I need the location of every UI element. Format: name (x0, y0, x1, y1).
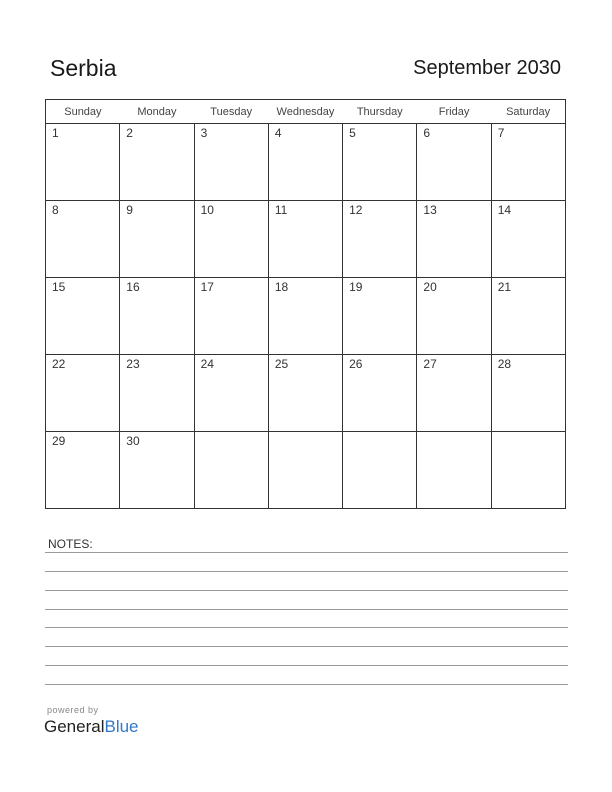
day-cell (491, 355, 565, 432)
day-number: 15 (52, 280, 66, 294)
notes-label: NOTES: (48, 537, 93, 551)
weekday-header: Monday (120, 100, 194, 124)
calendar-grid (45, 99, 566, 509)
day-cell (343, 355, 417, 432)
week-row (46, 124, 566, 201)
day-cell (491, 124, 565, 201)
day-cell (417, 124, 491, 201)
day-number: 28 (497, 357, 512, 371)
day-cell (194, 355, 268, 432)
day-number (492, 432, 565, 434)
day-number: 5 (349, 126, 356, 140)
notes-line (45, 552, 568, 553)
day-number: 3 (200, 126, 208, 140)
brand-general: General (44, 717, 105, 736)
day-cell (46, 432, 120, 509)
day-number: 26 (349, 357, 363, 371)
day-number (343, 432, 416, 434)
day-cell (417, 432, 491, 509)
day-number (417, 432, 490, 434)
day-number: 25 (274, 357, 289, 371)
day-number: 12 (349, 203, 363, 217)
day-cell (194, 201, 268, 278)
day-cell (194, 124, 268, 201)
week-row (46, 355, 566, 432)
day-cell (417, 201, 491, 278)
notes-line (45, 571, 568, 572)
day-cell (268, 124, 342, 201)
brand-logo (44, 717, 139, 737)
month-year-title: September 2030 (413, 57, 561, 79)
day-number: 20 (423, 280, 437, 294)
day-number: 23 (126, 357, 140, 371)
day-cell (46, 124, 120, 201)
weekday-header: Tuesday (194, 100, 268, 124)
day-cell (417, 355, 491, 432)
day-number: 24 (200, 357, 214, 371)
day-number: 16 (126, 280, 140, 294)
day-cell (268, 201, 342, 278)
day-number: 6 (423, 126, 431, 140)
week-row (46, 201, 566, 278)
powered-by-text: powered by (47, 705, 99, 715)
day-cell (343, 201, 417, 278)
day-cell (46, 355, 120, 432)
notes-line (45, 590, 568, 591)
day-cell (417, 278, 491, 355)
day-cell (268, 278, 342, 355)
day-number: 30 (126, 434, 140, 448)
day-cell (120, 201, 194, 278)
day-cell (120, 278, 194, 355)
day-cell (120, 432, 194, 509)
day-cell (343, 278, 417, 355)
day-cell (120, 355, 194, 432)
day-cell (343, 432, 417, 509)
day-cell (46, 201, 120, 278)
day-cell (343, 124, 417, 201)
notes-line (45, 609, 568, 610)
day-cell (491, 278, 565, 355)
day-number: 13 (423, 203, 437, 217)
day-cell (491, 432, 565, 509)
day-number: 21 (497, 280, 512, 294)
day-cell (268, 355, 342, 432)
weekday-header: Thursday (343, 100, 417, 124)
notes-line (45, 684, 568, 685)
day-number (195, 432, 268, 434)
day-number: 8 (52, 203, 59, 217)
day-number: 7 (497, 126, 505, 140)
notes-line (45, 627, 568, 628)
day-number: 2 (126, 126, 133, 140)
weekday-header-row (46, 100, 566, 124)
brand-blue: Blue (104, 717, 139, 736)
day-number: 10 (200, 203, 214, 217)
day-number: 19 (349, 280, 363, 294)
day-number: 1 (52, 126, 59, 140)
day-number: 27 (423, 357, 437, 371)
day-number: 18 (274, 280, 289, 294)
day-number: 11 (274, 203, 288, 217)
day-cell (268, 432, 342, 509)
day-number: 9 (126, 203, 133, 217)
day-number: 14 (497, 203, 512, 217)
day-number: 29 (52, 434, 66, 448)
day-cell (120, 124, 194, 201)
week-row (46, 278, 566, 355)
day-cell (46, 278, 120, 355)
day-number (269, 432, 342, 434)
notes-line (45, 665, 568, 666)
weekday-header: Saturday (491, 100, 565, 124)
weekday-header: Wednesday (268, 100, 342, 124)
week-row (46, 432, 566, 509)
day-cell (194, 278, 268, 355)
country-title: Serbia (50, 55, 117, 81)
day-number: 4 (274, 126, 282, 140)
notes-line (45, 646, 568, 647)
day-cell (194, 432, 268, 509)
weekday-header: Friday (417, 100, 491, 124)
day-number: 17 (200, 280, 214, 294)
day-cell (491, 201, 565, 278)
day-number: 22 (52, 357, 66, 371)
weekday-header: Sunday (46, 100, 120, 124)
